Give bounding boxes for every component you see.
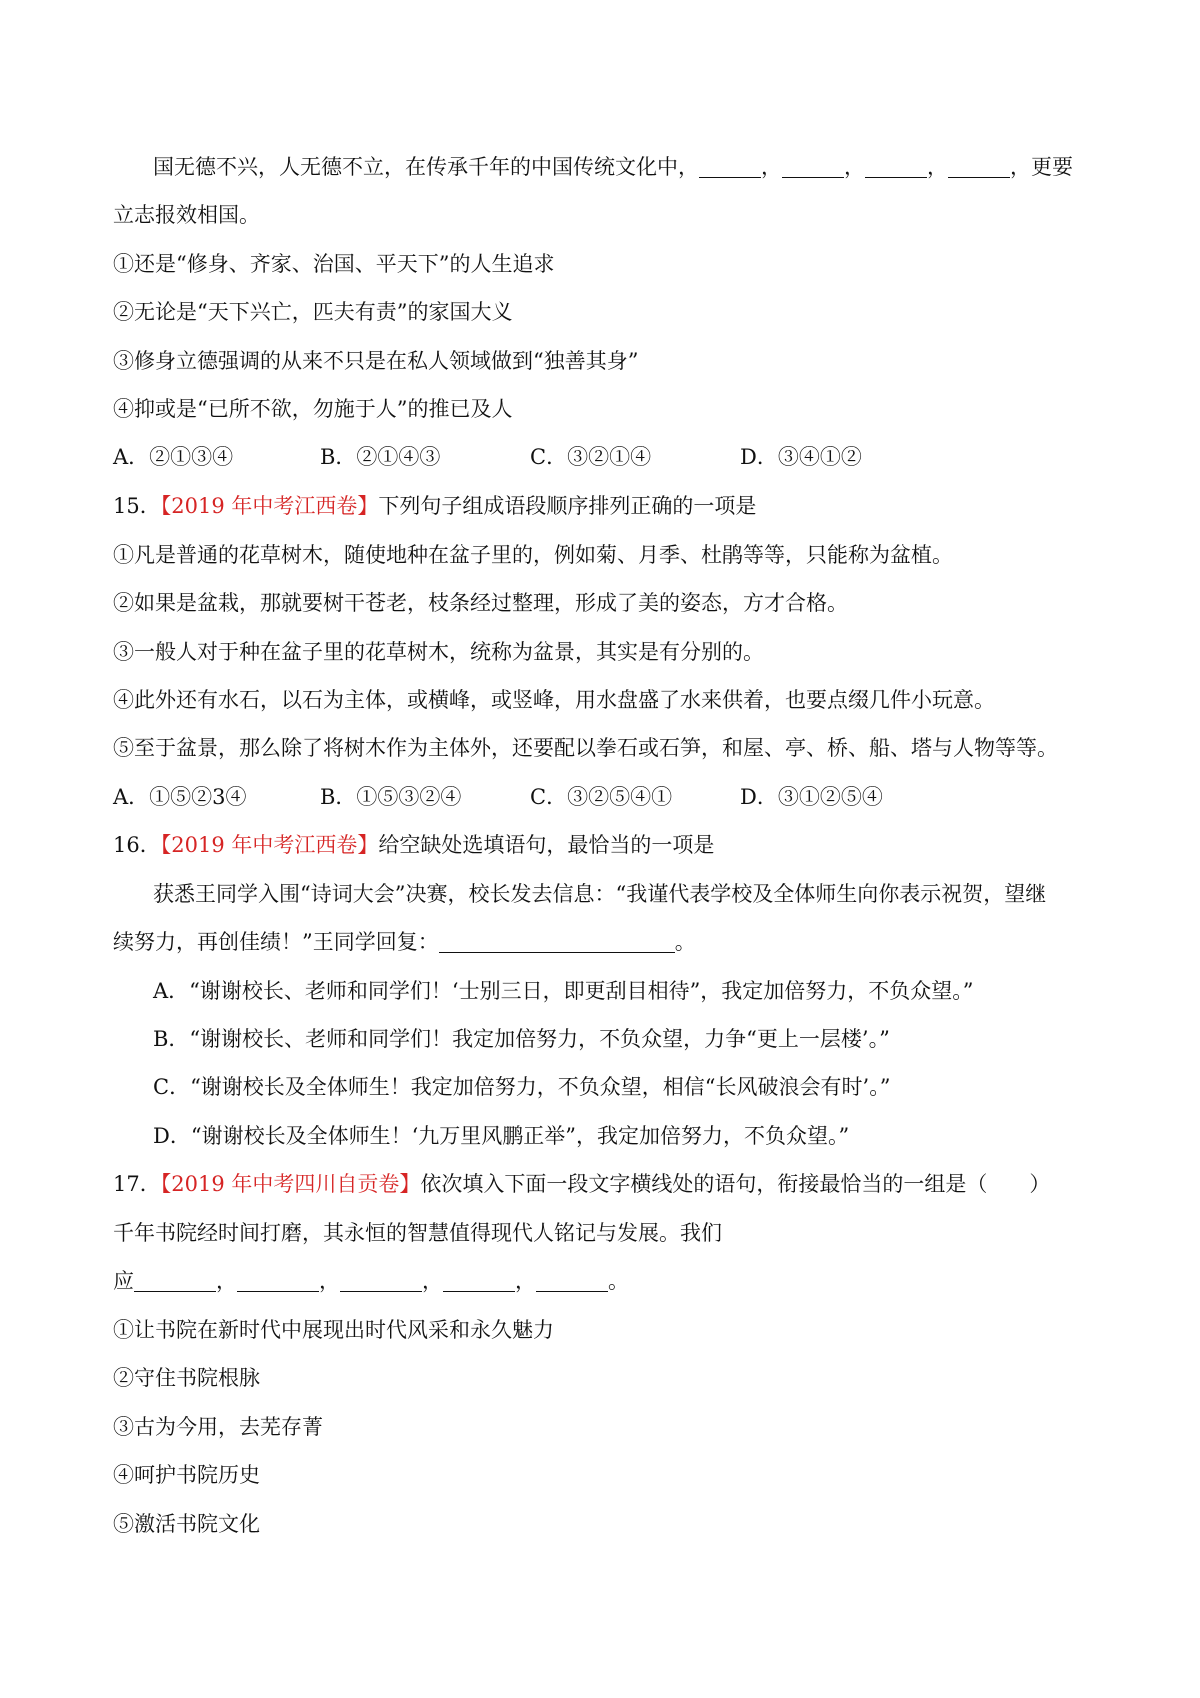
q17-item: ①让书院在新时代中展现出时代风采和永久魅力 — [113, 1318, 554, 1342]
answer-blank[interactable] — [340, 1271, 422, 1292]
q15-item: ④此外还有水石，以石为主体，或横峰，或竖峰，用水盘盛了水来供着，也要点缀几件小玩意。 — [113, 688, 995, 712]
question-source: 【2019 年中考江西卷】 — [160, 833, 379, 857]
question-text: 给空缺处选填语句，最恰当的一项是 — [378, 833, 715, 857]
q16-option-c[interactable]: C．“谢谢校长及全体师生！我定加倍努力，不负众望，相信“长风破浪会有时’。” — [153, 1075, 891, 1099]
answer-blank[interactable] — [134, 1271, 216, 1292]
q17-heading — [113, 1174, 1050, 1195]
q16-option-d[interactable]: D．“谢谢校长及全体师生！‘九万里风鹏正举”，我定加倍努力，不负众望。” — [153, 1124, 850, 1148]
q15-item: ①凡是普通的花草树木，随使地种在盆子里的，例如菊、月季、杜鹃等等，只能称为盆植。 — [113, 543, 953, 567]
answer-blank[interactable] — [865, 157, 927, 178]
q17-item: ③古为今用，去芜存菁 — [113, 1415, 323, 1439]
q14-item: ④抑或是“已所不欲，勿施于人”的推已及人 — [113, 397, 513, 421]
q15-option-c[interactable]: C．③②⑤④① — [530, 785, 673, 809]
q15-heading — [113, 496, 756, 517]
question-text: 依次填入下面一段文字横线处的语句，衔接最恰当的一组是（ ） — [420, 1172, 1051, 1196]
q14-item: ②无论是“天下兴亡，匹夫有责”的家国大义 — [113, 300, 513, 324]
question-source: 【2019 年中考四川自贡卷】 — [160, 1172, 421, 1196]
question-text: 下列句子组成语段顺序排列正确的一项是 — [378, 494, 757, 518]
q17-item: ②守住书院根脉 — [113, 1366, 260, 1390]
answer-blank[interactable] — [782, 157, 844, 178]
answer-blank[interactable] — [948, 157, 1010, 178]
question-number: 16． — [113, 833, 161, 857]
q17-passage-line2: 应 ， ， ， ， 。 — [113, 1269, 629, 1293]
q15-option-b[interactable]: B．①⑤③②④ — [320, 785, 462, 809]
q15-item: ②如果是盆栽，那就要树干苍老，枝条经过整理，形成了美的姿态，方才合格。 — [113, 591, 848, 615]
q16-option-a[interactable]: A．“谢谢校长、老师和同学们！‘士别三日，即更刮目相待”，我定加倍努力，不负众望。” — [153, 979, 974, 1003]
q14-option-c[interactable]: C．③②①④ — [530, 445, 652, 469]
q14-passage-line2: 立志报效相国。 — [113, 203, 260, 227]
question-number: 15． — [113, 494, 161, 518]
q14-option-b[interactable]: B．②①④③ — [320, 445, 441, 469]
question-source: 【2019 年中考江西卷】 — [160, 494, 379, 518]
q14-option-d[interactable]: D．③④①② — [740, 445, 862, 469]
q15-option-a[interactable]: A．①⑤②3④ — [113, 785, 247, 809]
question-number: 17． — [113, 1172, 161, 1196]
answer-blank[interactable] — [443, 1271, 515, 1292]
q17-item: ⑤激活书院文化 — [113, 1512, 260, 1536]
answer-blank[interactable] — [699, 157, 761, 178]
answer-blank[interactable] — [439, 932, 675, 953]
q16-option-b[interactable]: B．“谢谢校长、老师和同学们！我定加倍努力，不负众望，力争“更上一层楼’。” — [153, 1027, 890, 1051]
q14-option-a[interactable]: A．②①③④ — [113, 445, 234, 469]
q16-heading — [113, 835, 714, 856]
answer-blank[interactable] — [536, 1271, 608, 1292]
q17-item: ④呵护书院历史 — [113, 1463, 260, 1487]
q15-item: ③一般人对于种在盆子里的花草树木，统称为盆景，其实是有分别的。 — [113, 640, 764, 664]
q14-item: ①还是“修身、齐家、治国、平天下”的人生追求 — [113, 252, 555, 276]
answer-blank[interactable] — [237, 1271, 319, 1292]
q14-item: ③修身立德强调的从来不只是在私人领域做到“独善其身” — [113, 349, 639, 373]
q16-passage-line1: 获悉王同学入围“诗词大会”决赛，校长发去信息：“我谨代表学校及全体师生向你表示祝贺，望继 — [153, 882, 1047, 906]
q17-passage-line1: 千年书院经时间打磨，其永恒的智慧值得现代人铭记与发展。我们 — [113, 1221, 722, 1245]
q15-item: ⑤至于盆景，那么除了将树木作为主体外，还要配以拳石或石笋，和屋、亭、桥、船、塔与人物等等。 — [113, 736, 1058, 760]
q14-passage-line1: 国无德不兴，人无德不立，在传承千年的中国传统文化中， ， ， ， ，更要 — [153, 155, 1073, 179]
q16-passage-line2: 续努力，再创佳绩！”王同学回复： 。 — [113, 930, 696, 954]
q15-option-d[interactable]: D．③①②⑤④ — [740, 785, 883, 809]
